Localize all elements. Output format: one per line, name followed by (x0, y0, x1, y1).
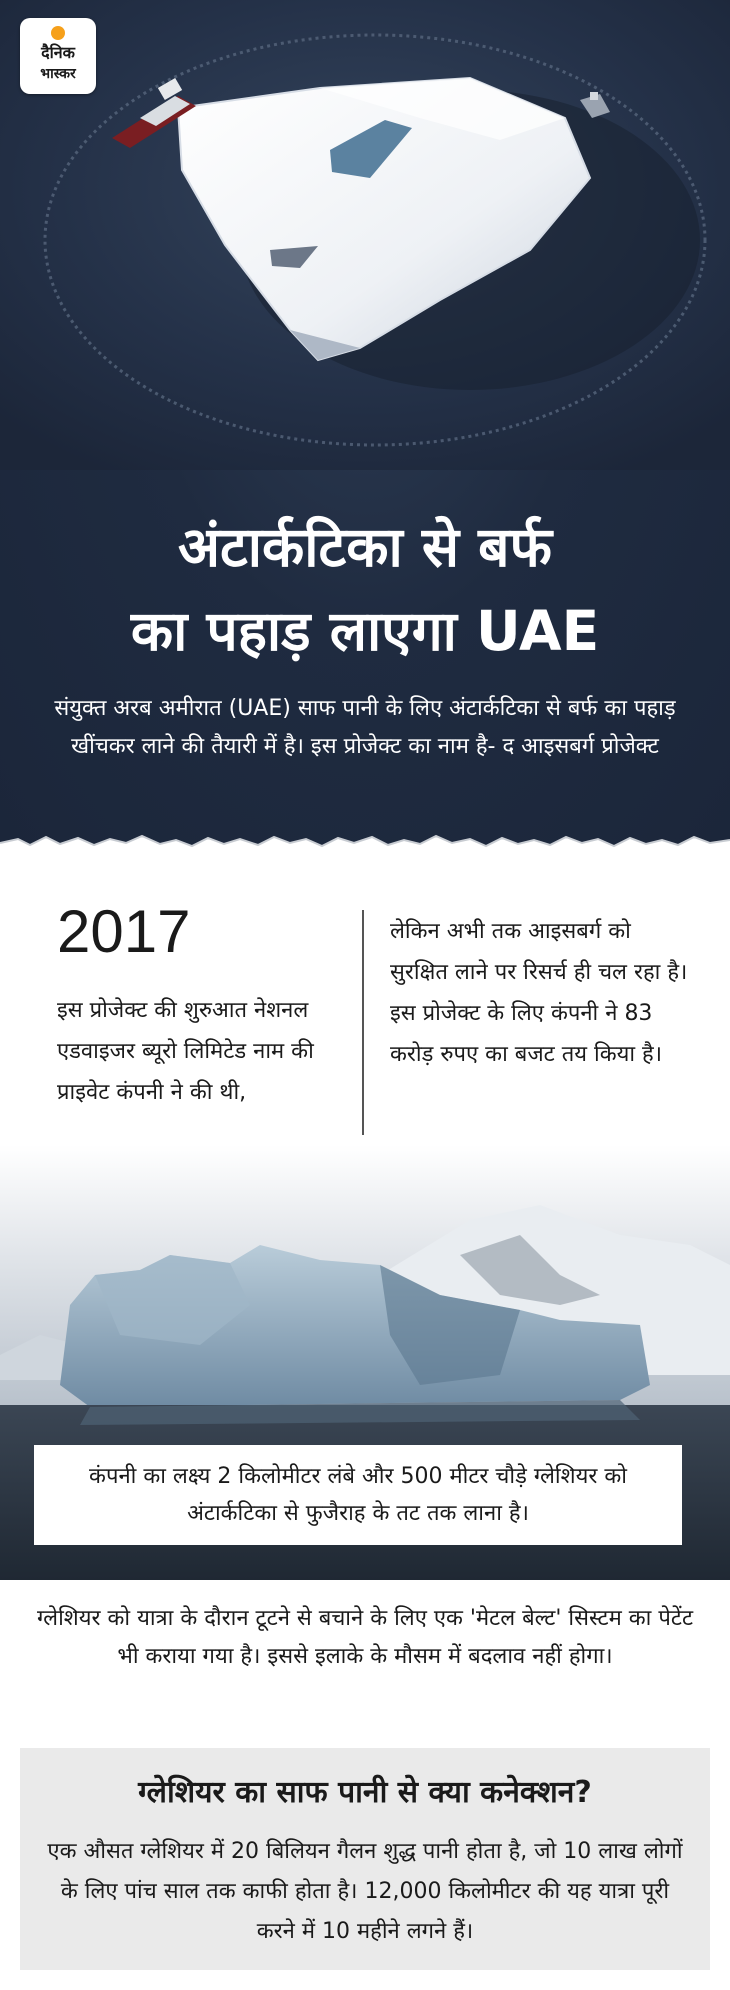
glacier-caption-box (34, 1445, 682, 1545)
connection-card (20, 1748, 710, 1970)
intro-text: संयुक्त अरब अमीरात (UAE) साफ पानी के लिए अंटार्कटिका से बर्फ का पहाड़ खींचकर लाने की तैयारी में है। इस प्रोजेक्ट का नाम है- द आइसबर्ग प्रोजेक्ट (54, 696, 676, 759)
hero-section (0, 0, 730, 850)
metal-belt-text: ग्लेशियर को यात्रा के दौरान टूटने से बचाने के लिए एक 'मेटल बेल्ट' सिस्टम का पेटेंट भी कराया गया है। इससे इलाके के मौसम में बदलाव नहीं होगा। (36, 1606, 694, 1669)
column-divider (362, 910, 364, 1135)
logo-line1: दैनिक (41, 43, 75, 62)
dainik-bhaskar-logo (20, 18, 96, 94)
headline-line2: का पहाड़ लाएगा UAE (130, 599, 600, 663)
iceberg-aerial-photo (0, 0, 730, 470)
year-label: 2017 (57, 898, 191, 965)
sun-dot-icon (51, 26, 65, 40)
headline (20, 505, 710, 673)
history-left-text: इस प्रोजेक्ट की शुरुआत नेशनल एडवाइजर ब्यूरो लिमिटेड नाम की प्राइवेट कंपनी ने की थी, (57, 998, 314, 1105)
connection-title: ग्लेशियर का साफ पानी से क्या कनेक्शन? (138, 1775, 592, 1810)
torn-paper-edge (0, 825, 730, 865)
glacier-caption: कंपनी का लक्ष्य 2 किलोमीटर लंबे और 500 मीटर चौड़े ग्लेशियर को अंटार्कटिका से फुजैराह के तट तक लाना है। (89, 1464, 627, 1526)
logo-line2: भास्कर (40, 66, 76, 82)
headline-line1: अंटार्कटिका से बर्फ (178, 515, 552, 579)
connection-body: एक औसत ग्लेशियर में 20 बिलियन गैलन शुद्ध पानी होता है, जो 10 लाख लोगों के लिए पांच साल तक काफी होता है। 12,000 किलोमीटर की यह यात्रा पूरी करने में 10 महीने लगने हैं। (47, 1839, 683, 1944)
history-right-text: लेकिन अभी तक आइसबर्ग को सुरक्षित लाने पर रिसर्च ही चल रहा है। इस प्रोजेक्ट के लिए कंपनी ने 83 करोड़ रुपए का बजट तय किया है। (390, 919, 688, 1067)
